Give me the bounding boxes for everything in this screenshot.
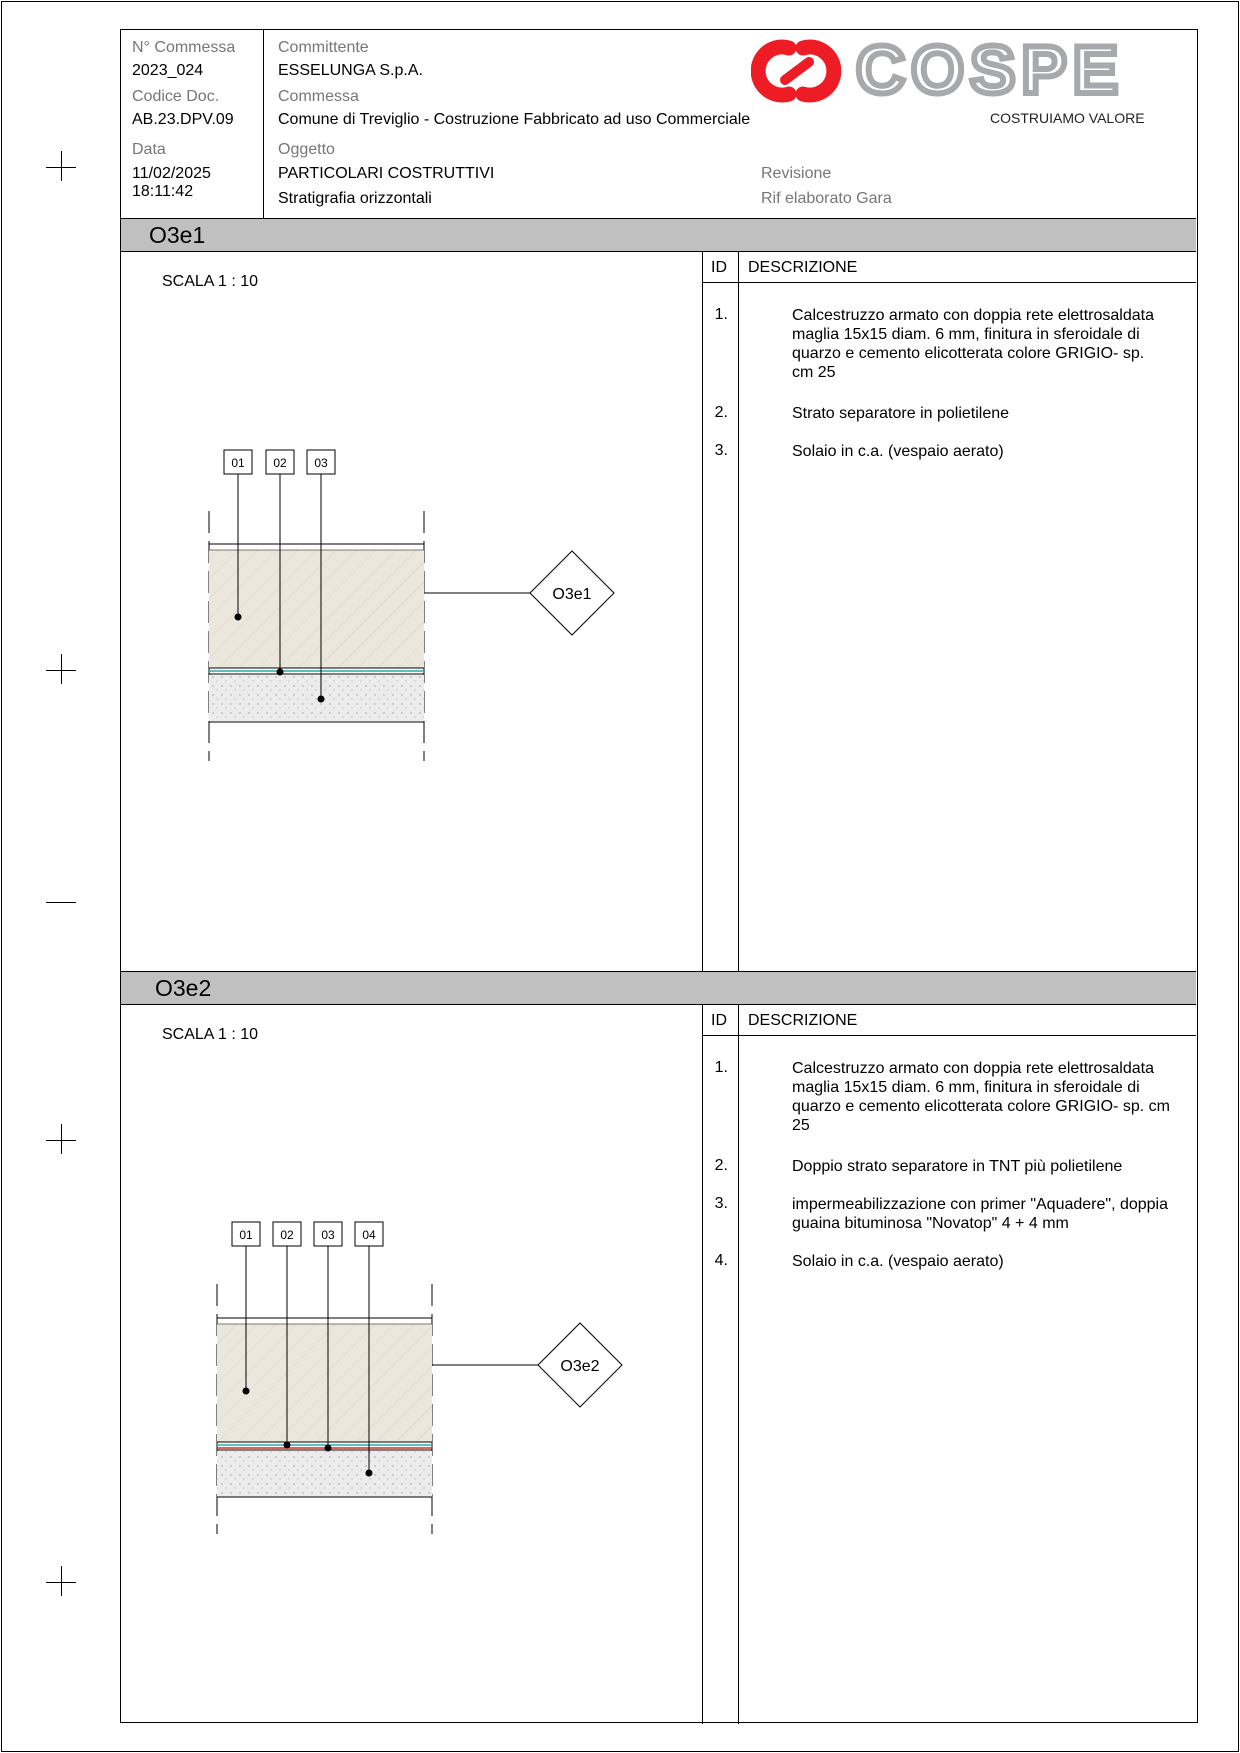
item-id: 2. [714,1157,728,1174]
cospe-logo-tagline: COSTRUIAMO VALORE [990,110,1145,126]
drawing-scale: SCALA 1 : 10 [162,1026,259,1043]
rif-elaborato-label: Rif elaborato Gara [761,190,892,207]
item-id: 3. [714,1195,728,1212]
svg-text:02: 02 [280,1228,294,1242]
item-id: 1. [714,1059,728,1076]
section-title: O3e2 [155,975,212,1001]
table-header-rule [702,282,1196,283]
svg-text:02: 02 [273,456,287,470]
column-divider-drawing [702,1004,703,1724]
committente: ESSELUNGA S.p.A. [278,62,423,79]
section-drawing-o3e2 [121,1004,702,1724]
section-band-o3e1 [121,218,1196,252]
doc-time: 18:11:42 [132,183,194,200]
svg-text:04: 04 [362,1228,376,1242]
revisione-label: Revisione [761,165,832,182]
section-band-o3e2 [121,971,1196,1005]
commessa: Comune di Treviglio - Costruzione Fabbricato ad uso Commerciale [278,111,751,128]
column-divider-drawing [702,251,703,1001]
item-description: Strato separatore in polietilene [792,405,1010,422]
item-description: Calcestruzzo armato con doppia rete elettrosaldata maglia 15x15 diam. 6 mm, finitura in sferoidale di quarzo e cemento elicotterata colore GRIGIO- sp. cm 25 [792,1060,1170,1134]
detail-tag-label: O3e1 [552,586,592,603]
item-description: Solaio in c.a. (vespaio aerato) [792,1253,1004,1270]
item-description: impermeabilizzazione con primer "Aquadere", doppia guaina bituminosa "Novatop" 4 + 4 mm [792,1196,1168,1232]
commessa-no: 2023_024 [132,62,204,79]
subject: Stratigrafia orizzontali [278,190,432,207]
section-title: O3e1 [149,222,206,248]
item-id: 4. [714,1252,728,1269]
item-id: 3. [714,442,728,459]
svg-text:03: 03 [321,1228,335,1242]
doc-date: 11/02/2025 [132,165,211,182]
description-column-header: DESCRIZIONE [748,259,858,276]
oggetto: PARTICOLARI COSTRUTTIVI [278,165,495,182]
codice-label: Codice Doc. [132,88,220,105]
description-column-header: DESCRIZIONE [748,1012,858,1029]
id-column-header: ID [711,1012,727,1029]
section-drawing-o3e1 [121,251,702,1001]
column-divider-id [738,1004,739,1724]
drawing-sheet [120,29,1198,1723]
data-label: Data [132,141,166,158]
column-divider-id [738,251,739,1001]
svg-text:01: 01 [239,1228,253,1242]
item-id: 1. [714,306,728,323]
commessa-no-label: N° Commessa [132,39,236,56]
svg-text:03: 03 [314,456,328,470]
title-block-divider [263,30,264,218]
table-header-rule [702,1035,1196,1036]
drawing-scale: SCALA 1 : 10 [162,273,259,290]
cospe-logo-mark [751,36,843,106]
committente-label: Committente [278,39,369,56]
item-description: Calcestruzzo armato con doppia rete elettrosaldata maglia 15x15 diam. 6 mm, finitura in sferoidale di quarzo e cemento elicotterata colore GRIGIO- sp. cm 25 [792,307,1154,381]
detail-tag-label: O3e2 [560,1358,600,1375]
commessa-label: Commessa [278,88,359,105]
oggetto-label: Oggetto [278,141,335,158]
codice-doc: AB.23.DPV.09 [132,111,234,128]
item-description: Solaio in c.a. (vespaio aerato) [792,443,1004,460]
item-id: 2. [714,404,728,421]
cospe-logo-name: COSPE [856,32,1125,108]
id-column-header: ID [711,259,727,276]
item-description: Doppio strato separatore in TNT più polietilene [792,1158,1123,1175]
svg-text:01: 01 [231,456,245,470]
